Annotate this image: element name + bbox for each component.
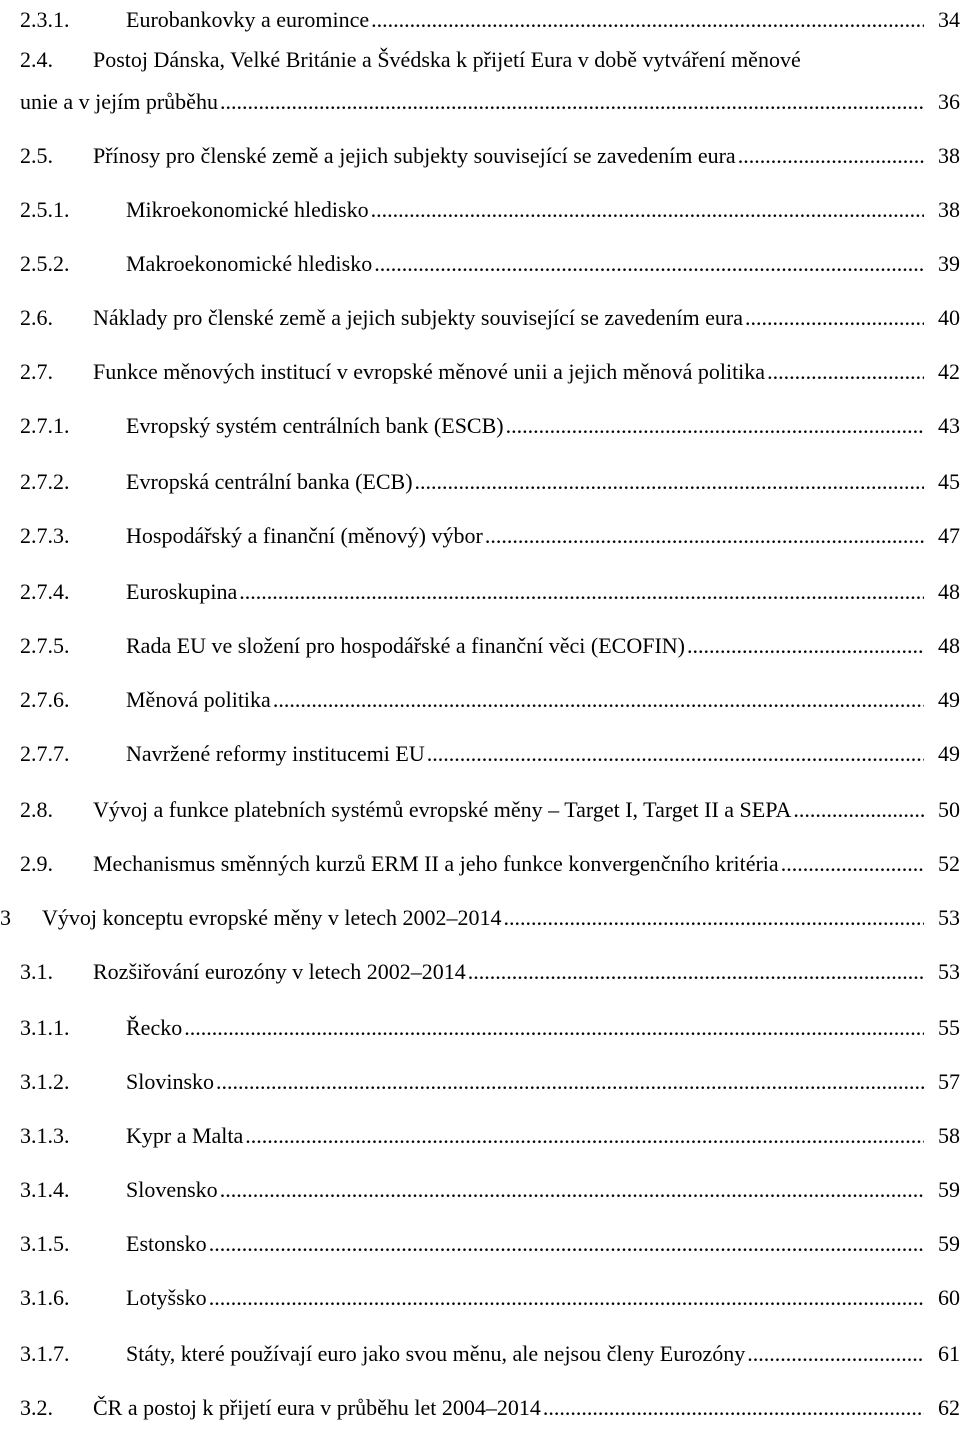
toc-entry[interactable] [0, 1170, 960, 1210]
toc-entry[interactable] [0, 516, 960, 556]
toc-entry[interactable] [0, 1224, 960, 1264]
toc-entry[interactable] [0, 844, 960, 884]
toc-entry-title: Rozšiřování eurozóny v letech 2002–2014 [93, 959, 466, 984]
toc-entry-page-number: 55 [938, 1015, 960, 1040]
toc-entry-title: Evropský systém centrálních bank (ESCB) [126, 413, 504, 438]
toc-entry-title: Euroskupina [126, 579, 238, 604]
toc-entry-title: Slovinsko [126, 1069, 215, 1094]
toc-entry[interactable] [0, 572, 960, 612]
toc-entry-page-number: 57 [938, 1069, 960, 1094]
toc-entry-page-number: 40 [938, 305, 960, 330]
toc-entry[interactable] [0, 1388, 960, 1428]
toc-entry[interactable] [0, 82, 960, 122]
toc-entry-number: 2.5.1. [20, 197, 70, 222]
toc-entry-page-number: 53 [938, 959, 960, 984]
toc-entry-number: 2.7.3. [20, 523, 70, 548]
toc-entry[interactable] [0, 462, 960, 502]
toc-entry-title: Makroekonomické hledisko [126, 251, 373, 276]
toc-entry-title: Náklady pro členské země a jejich subjekty související se zavedením eura [93, 305, 743, 330]
dot-leader [503, 898, 924, 938]
toc-entry[interactable] [0, 352, 960, 392]
toc-entry-page-number: 45 [938, 469, 960, 494]
toc-entry-number: 2.6. [20, 305, 53, 330]
dot-leader [216, 1062, 924, 1102]
toc-entry-page-number: 38 [938, 143, 960, 168]
dot-leader [220, 1170, 924, 1210]
toc-entry-number: 2.3.1. [20, 7, 70, 32]
toc-entry-title: Estonsko [126, 1231, 207, 1256]
toc-entry-number: 3.1.7. [20, 1341, 70, 1366]
toc-entry[interactable] [0, 898, 960, 938]
toc-entry-number: 3.1.6. [20, 1285, 70, 1310]
dot-leader [209, 1278, 924, 1318]
toc-entry[interactable] [0, 0, 960, 40]
toc-entry[interactable] [0, 40, 960, 80]
dot-leader [371, 0, 924, 40]
dot-leader [793, 790, 924, 830]
toc-entry-title: Rada EU ve složení pro hospodářské a finanční věci (ECOFIN) [126, 633, 686, 658]
toc-entry-page-number: 60 [938, 1285, 960, 1310]
dot-leader [506, 406, 924, 446]
toc-entry[interactable] [0, 1116, 960, 1156]
dot-leader [374, 244, 924, 284]
toc-entry-title: Lotyšsko [126, 1285, 207, 1310]
toc-entry-number: 2.7.5. [20, 633, 70, 658]
toc-entry[interactable] [0, 680, 960, 720]
toc-entry-title: Řecko [126, 1015, 183, 1040]
dot-leader [747, 1334, 924, 1374]
toc-entry-number: 2.9. [20, 851, 53, 876]
dot-leader [767, 352, 924, 392]
toc-entry[interactable] [0, 734, 960, 774]
toc-entry-page-number: 49 [938, 687, 960, 712]
dot-leader [687, 626, 924, 666]
toc-entry-page-number: 48 [938, 579, 960, 604]
toc-entry[interactable] [0, 298, 960, 338]
toc-entry-page-number: 53 [938, 905, 960, 930]
toc-entry-title: Postoj Dánska, Velké Británie a Švédska k přijetí Eura v době vytváření měnové [93, 47, 801, 72]
dot-leader [781, 844, 924, 884]
toc-entry-number: 3.1.5. [20, 1231, 70, 1256]
toc-entry-number: 3 [0, 905, 11, 930]
toc-entry-number: 3.1.2. [20, 1069, 70, 1094]
toc-entry-title: Hospodářský a finanční (měnový) výbor [126, 523, 483, 548]
toc-entry-title: Slovensko [126, 1177, 218, 1202]
toc-entry[interactable] [0, 244, 960, 284]
dot-leader [239, 572, 924, 612]
toc-entry-title: Eurobankovky a euromince [126, 7, 370, 32]
toc-entry-number: 3.1.4. [20, 1177, 70, 1202]
toc-entry-title: Mikroekonomické hledisko [126, 197, 369, 222]
toc-entry-page-number: 48 [938, 633, 960, 658]
toc-entry-number: 3.2. [20, 1395, 53, 1420]
dot-leader [415, 462, 924, 502]
toc-entry[interactable] [0, 626, 960, 666]
toc-entry-title: Státy, které používají euro jako svou měnu, ale nejsou členy Eurozóny [126, 1341, 746, 1366]
toc-entry[interactable] [0, 1008, 960, 1048]
toc-entry-page-number: 59 [938, 1177, 960, 1202]
toc-entry-title: Mechanismus směnných kurzů ERM II a jeho funkce konvergenčního kritéria [93, 851, 779, 876]
dot-leader [427, 734, 924, 774]
toc-entry-page-number: 38 [938, 197, 960, 222]
toc-entry-title: Evropská centrální banka (ECB) [126, 469, 413, 494]
toc-entry-number: 2.7.4. [20, 579, 70, 604]
toc-entry[interactable] [0, 136, 960, 176]
toc-entry[interactable] [0, 1278, 960, 1318]
toc-entry-page-number: 42 [938, 359, 960, 384]
toc-entry-number: 2.8. [20, 797, 53, 822]
toc-entry-number: 3.1.1. [20, 1015, 70, 1040]
toc-entry-title: Funkce měnových institucí v evropské měnové unii a jejich měnová politika [93, 359, 766, 384]
dot-leader [220, 82, 924, 122]
toc-entry-number: 2.7.6. [20, 687, 70, 712]
toc-entry-number: 2.5.2. [20, 251, 70, 276]
toc-entry-page-number: 47 [938, 523, 960, 548]
toc-entry-page-number: 39 [938, 251, 960, 276]
toc-entry-number: 2.7.2. [20, 469, 70, 494]
dot-leader [371, 190, 924, 230]
toc-entry-page-number: 52 [938, 851, 960, 876]
toc-entry-page-number: 43 [938, 413, 960, 438]
toc-entry-page-number: 61 [938, 1341, 960, 1366]
toc-entry-title: Kypr a Malta [126, 1123, 244, 1148]
toc-entry-title: Vývoj konceptu evropské měny v letech 2002–2014 [42, 905, 502, 930]
toc-entry-number: 2.7.7. [20, 741, 70, 766]
toc-entry-number: 2.7.1. [20, 413, 70, 438]
toc-entry-title: Navržené reformy institucemi EU [126, 741, 425, 766]
toc-entry-page-number: 36 [938, 89, 960, 114]
toc-entry[interactable] [0, 952, 960, 992]
toc-entry[interactable] [0, 790, 960, 830]
toc-entry-title: Vývoj a funkce platebních systémů evropské měny – Target I, Target II a SEPA [93, 797, 792, 822]
toc-entry-number: 3.1. [20, 959, 53, 984]
toc-entry-page-number: 62 [938, 1395, 960, 1420]
toc-entry[interactable] [0, 190, 960, 230]
dot-leader [485, 516, 924, 556]
dot-leader [184, 1008, 924, 1048]
dot-leader [468, 952, 924, 992]
dot-leader [738, 136, 924, 176]
dot-leader [745, 298, 924, 338]
toc-entry-title: unie a v jejím průběhu [20, 89, 218, 114]
toc-entry-number: 2.5. [20, 143, 53, 168]
dot-leader [209, 1224, 924, 1264]
toc-entry-page-number: 59 [938, 1231, 960, 1256]
toc-entry-number: 2.4. [20, 47, 53, 72]
toc-entry-page-number: 58 [938, 1123, 960, 1148]
dot-leader [543, 1388, 924, 1428]
toc-entry-page-number: 49 [938, 741, 960, 766]
dot-leader [245, 1116, 924, 1156]
toc-entry-number: 2.7. [20, 359, 53, 384]
toc-entry-page-number: 34 [938, 7, 960, 32]
toc-entry-page-number: 50 [938, 797, 960, 822]
toc-entry-title: Přínosy pro členské země a jejich subjekty související se zavedením eura [93, 143, 736, 168]
toc-entry[interactable] [0, 1062, 960, 1102]
toc-entry-number: 3.1.3. [20, 1123, 70, 1148]
toc-entry[interactable] [0, 1334, 960, 1374]
toc-entry[interactable] [0, 406, 960, 446]
toc-entry-title: Měnová politika [126, 687, 271, 712]
toc-entry-title: ČR a postoj k přijetí eura v průběhu let 2004–2014 [93, 1395, 541, 1420]
dot-leader [273, 680, 924, 720]
